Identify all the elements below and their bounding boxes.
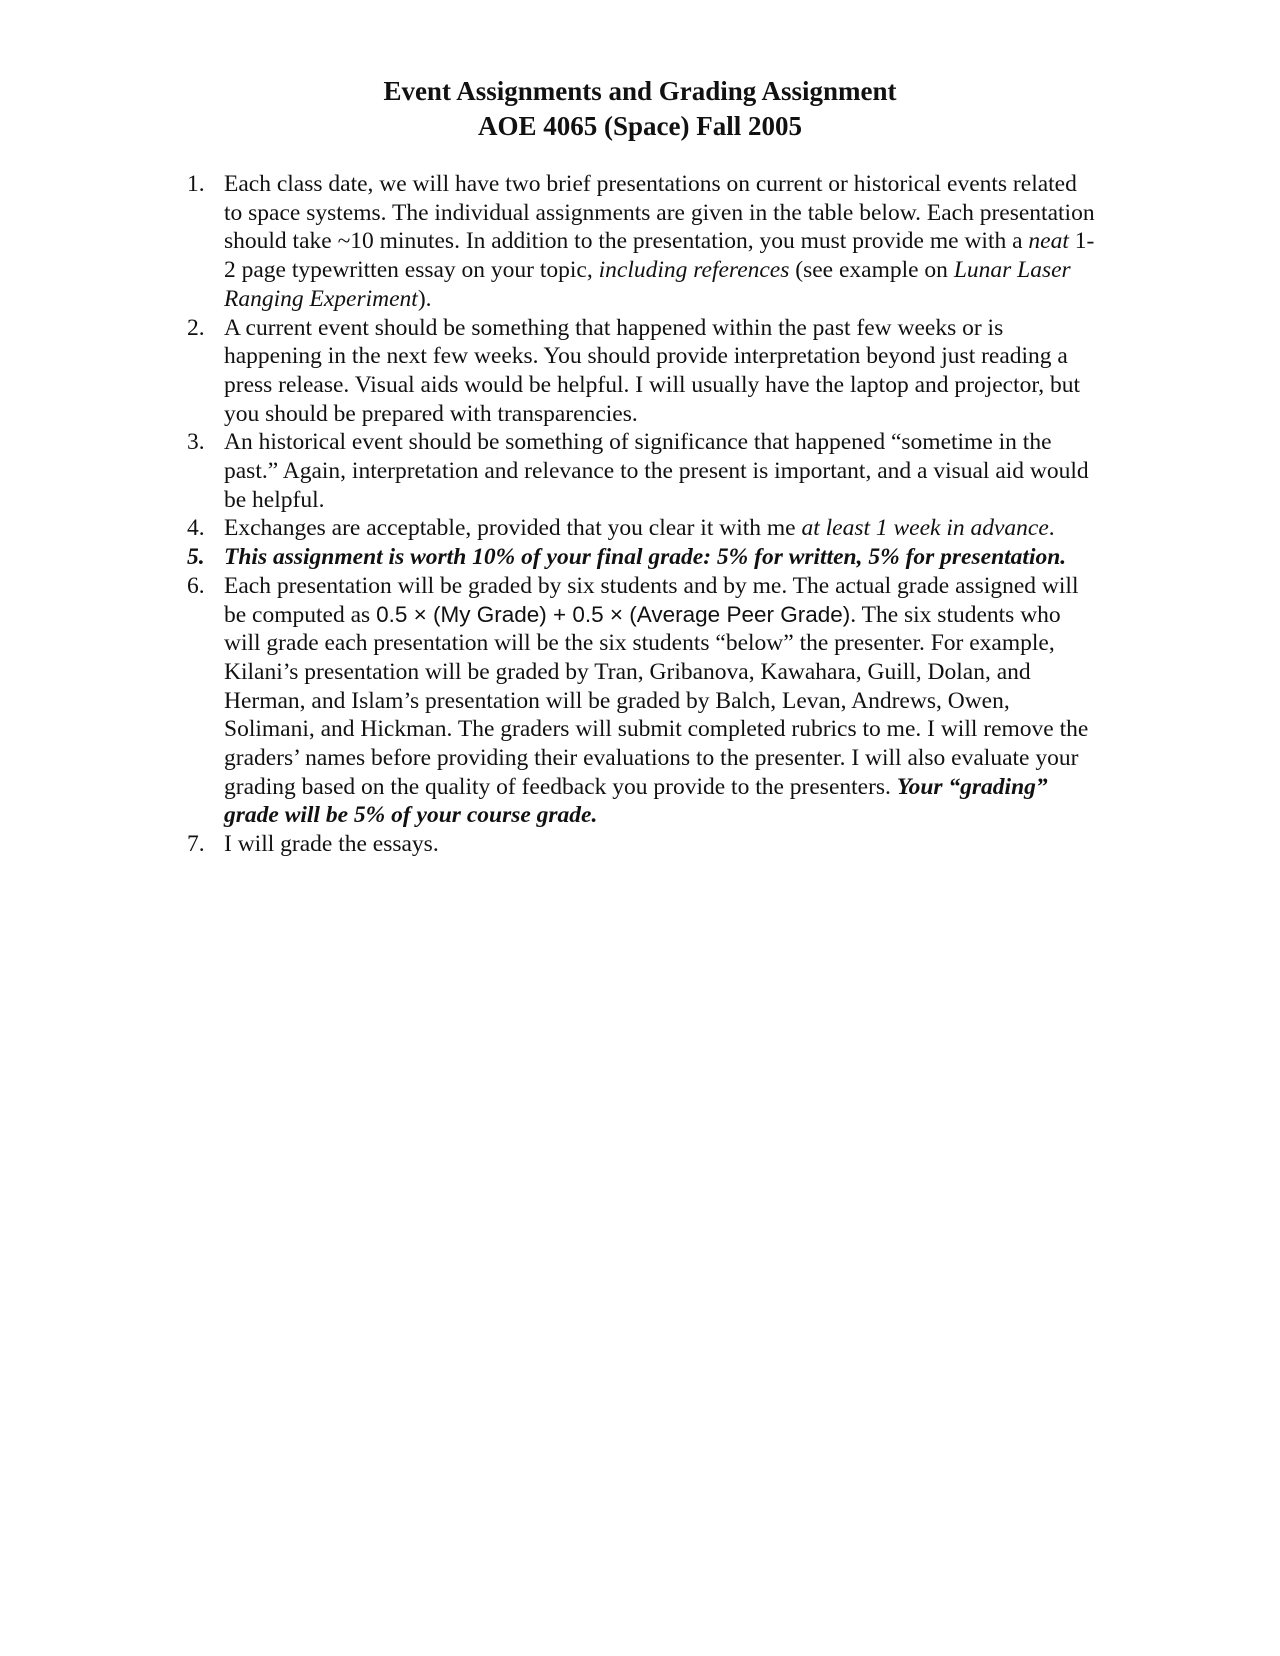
title-line-2: AOE 4065 (Space) Fall 2005 xyxy=(478,111,802,141)
emphasis-neat: neat xyxy=(1028,228,1069,255)
list-item-6 xyxy=(180,572,1100,830)
list-item-4 xyxy=(180,514,1100,543)
item-text: Each presentation will be graded by six students and by me. The actual grade assigned will be computed as xyxy=(224,572,1079,628)
item-number: 3. xyxy=(187,429,205,456)
title-line-1: Event Assignments and Grading Assignment xyxy=(383,76,897,106)
item-number: 6. xyxy=(187,572,205,599)
item-number: 5. xyxy=(187,544,205,571)
example-reference: Lunar Laser Ranging Experiment xyxy=(224,257,1071,312)
item-text: 1-2 page typewritten essay on your topic, xyxy=(224,228,1095,284)
item-number: 2. xyxy=(187,314,205,341)
item-text: Exchanges are acceptable, provided that you clear it with me xyxy=(224,515,802,542)
list-item-5 xyxy=(180,543,1100,572)
item-text: Each class date, we will have two brief presentations on current or historical events related to space systems. The individual assignments are given in the table below. Each presentation should take ~10 minutes. In addition to the presentation, you must provide me with a xyxy=(224,171,1095,255)
grading-weight-note: Your “grading” grade will be 5% of your course grade. xyxy=(224,773,1048,829)
item-text: (see example on xyxy=(789,257,954,284)
item-text: . The six students who will grade each presentation will be the six students “below” the presenter. For example, Kilani’s presentation will be graded by Tran, Gribanova, Kawahara, Guill, Dolan, and Herman, and Islam’s presentation will be graded by Balch, Levan, Andrews, Owen, Solimani, and Hickman. The graders will submit completed rubrics to me. I will remove the graders’ names before providing their evaluations to the presenter. I will also evaluate your grading based on the quality of feedback you provide to the presenters. xyxy=(224,601,1089,800)
item-text: An historical event should be something of significance that happened “sometime in the past.” Again, interpretation and relevance to the present is important, and a visual aid would be helpful. xyxy=(224,429,1089,513)
document-title xyxy=(0,74,1280,144)
emphasis-including-references: including references xyxy=(598,257,790,284)
item-number: 4. xyxy=(187,515,205,542)
item-text: A current event should be something that happened within the past few weeks or is happening in the next few weeks. You should provide interpretation beyond just reading a press release. Visual aids would be helpful. I will usually have the laptop and projector, but you should be prepared with transparencies. xyxy=(224,314,1081,427)
item-number: 1. xyxy=(187,171,205,197)
item-text: ). xyxy=(417,285,432,312)
item-text: This assignment is worth 10% of your final grade: 5% for written, 5% for presentation. xyxy=(224,544,1067,571)
emphasis-deadline: at least 1 week in advance xyxy=(801,515,1049,542)
instructions-list xyxy=(180,170,1100,859)
list-item-2 xyxy=(180,314,1100,429)
list-item-1 xyxy=(180,170,1100,314)
list-item-7 xyxy=(180,830,1100,859)
item-number: 7. xyxy=(187,831,205,858)
item-text: I will grade the essays. xyxy=(224,831,439,858)
item-text: . xyxy=(1048,515,1055,542)
grade-formula: 0.5 × (My Grade) + 0.5 × (Average Peer Grade) xyxy=(376,601,851,627)
list-item-3 xyxy=(180,428,1100,514)
